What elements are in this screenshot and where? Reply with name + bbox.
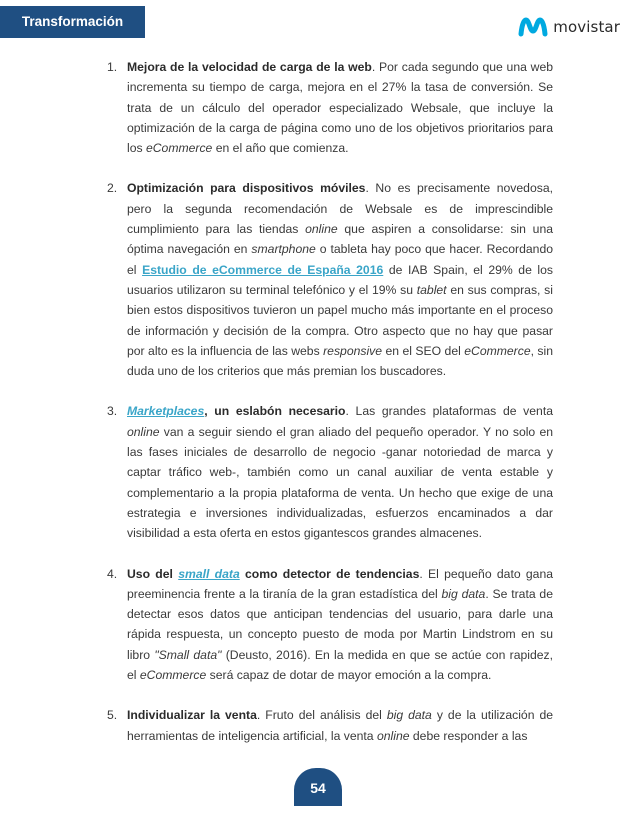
item-text: Uso del small data como detector de tendencias. El pequeño dato gana preeminencia frente a la tiranía de la gran estadística del big data. Se trata de detectar esos datos que anticipan tendencias del usuario, para darle una rápida respuesta, un concepto puesto de moda por Martin Lindstrom en su libro "Small data" (Deusto, 2016). En la medida en que se actúe con rapidez, el eCommerce será capaz de dotar de mayor emoción a la compra. <box>127 566 554 683</box>
item-text: Mejora de la velocidad de carga de la web. Por cada segundo que una web incrementa su tiempo de carga, mejora en el 27% la tasa de conversión. Se trata de un cálculo del operador especializado Websale, que incluye la optimización de la carga de página como uno de los objetivos prioritarios para los eCommerce en el año que comienza. <box>127 60 553 156</box>
item-title-post: como detector de tendencias <box>239 566 420 581</box>
item-text: Marketplaces, un eslabón necesario. Las grandes plataformas de venta online van a seguir siendo el gran aliado del pequeño operador. Y no solo en las fases iniciales de desarrollo de negocio -ganar notoriedad de marca y captar tráfico web-, también como un canal auxiliar de venta estable y complementario a la propia plataforma de venta. Un hecho que exige de una estrategia e inversiones individualizadas, esfuerzos encaminados a dar visibilidad a esta oferta en estos gigantescos grandes almacenes. <box>127 404 553 541</box>
small-data-link[interactable]: small data <box>178 566 240 581</box>
item-number: 1. <box>107 60 118 74</box>
item-text: Individualizar la venta. Fruto del análisis del big data y de la utilización de herramientas de inteligencia artificial, la venta online debe responder a las <box>127 708 554 743</box>
list-item <box>107 57 553 158</box>
item-number: 4. <box>107 566 118 581</box>
brand-logo <box>518 14 620 40</box>
document-body <box>107 57 553 746</box>
item-title: Individualizar la venta <box>127 708 257 723</box>
item-number: 2. <box>107 181 118 196</box>
item-text: Optimización para dispositivos móviles. No es precisamente novedosa, pero la segunda recomendación de Websale es de imprescindible cumplimiento para las tiendas online que aspiren a consolidarse: sin una óptima navegación en smartphone o tableta hay poco que hacer. Recordando el Estudio de eCommerce de España 2016 de IAB Spain, el 29% de los usuarios utilizaron su terminal telefónico y el 19% su tablet en sus compras, si bien estos dispositivos tuvieron un papel mucho más importante en el proceso de información y decisión de la compra. Otro aspecto que no hay que pasar por alto es la influencia de las webs responsive en el SEO del eCommerce, sin duda uno de los criterios que más premian los buscadores. <box>127 181 554 379</box>
brand-name: movistar <box>553 18 620 36</box>
movistar-m-icon <box>518 16 548 38</box>
list-item <box>107 178 553 381</box>
list-item <box>107 401 553 543</box>
item-title: Optimización para dispositivos móviles <box>127 181 366 196</box>
item-number: 5. <box>107 708 118 723</box>
page-number: 54 <box>294 768 342 806</box>
marketplaces-link[interactable]: Marketplaces <box>127 404 205 419</box>
item-title: , un eslabón necesario <box>204 404 346 419</box>
list-item <box>107 564 553 686</box>
list-item <box>107 705 553 746</box>
study-link[interactable]: Estudio de eCommerce de España 2016 <box>142 262 384 277</box>
item-title: Mejora de la velocidad de carga de la web <box>127 60 372 74</box>
item-title-pre: Uso del <box>127 566 179 581</box>
item-number: 3. <box>107 404 118 419</box>
section-tag: Transformación Digital <box>0 6 145 38</box>
